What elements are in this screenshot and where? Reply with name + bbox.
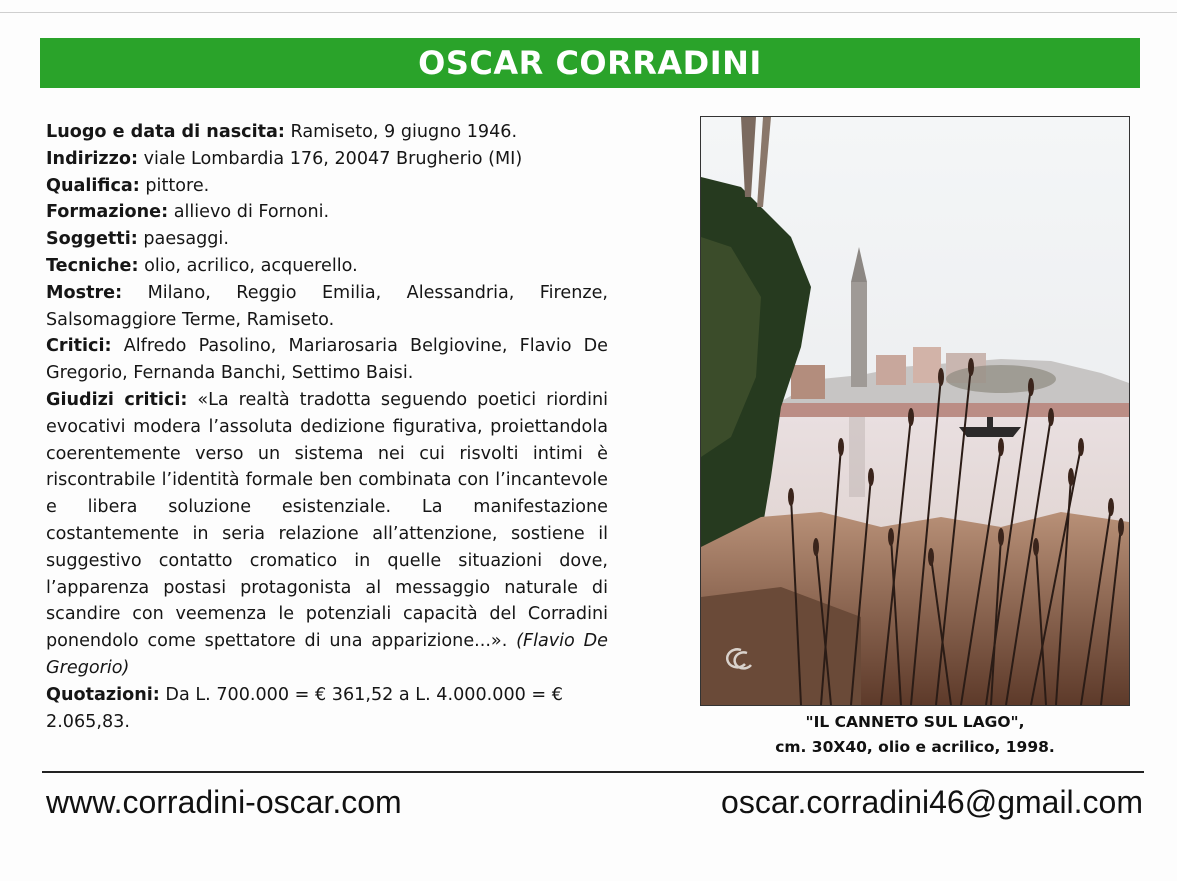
quotations-line	[46, 682, 608, 736]
judgments-text: «La realtà tradotta seguendo poetici riordini evocativi modera l’assoluta dedizione figurativa, proiettandola coerentemente verso un sistema nei cui risvolti intimi è riscontrabile l’identità formale ben combinata con l’incantevole e libera soluzione esistenziale. La manifestazione costantemente in seria relazione all’attenzione, sostiene il suggestivo contatto cromatico in quelle situazioni dove, l’apparenza postasi protagonista al messaggio naturale di scandire con veemenza le potenziali capacità del Corradini ponendolo come spettatore di una apparizione...».	[46, 389, 609, 652]
quotations-value: Da L. 700.000 = € 361,52 a L. 4.000.000 = € 2.065,83.	[46, 684, 563, 732]
exhibitions-label: Mostre:	[46, 282, 123, 303]
footer-divider	[42, 771, 1144, 773]
techniques-value: olio, acrilico, acquerello.	[138, 255, 358, 276]
training-value: allievo di Fornoni.	[168, 202, 330, 223]
qualification-value: pittore.	[139, 175, 210, 196]
top-edge-line	[0, 12, 1177, 13]
artist-name-title: OSCAR CORRADINI	[418, 44, 762, 82]
painting-details: cm. 30X40, olio e acrilico, 1998.	[775, 738, 1055, 756]
critics-line	[46, 333, 608, 387]
subjects-label: Soggetti:	[46, 229, 138, 250]
qualification-label: Qualifica:	[46, 175, 140, 196]
training-line	[46, 199, 608, 226]
address-label: Indirizzo:	[46, 148, 139, 169]
website-link[interactable]: www.corradini-oscar.com	[46, 784, 402, 820]
exhibitions-line	[46, 280, 608, 334]
training-label: Formazione:	[46, 202, 169, 223]
techniques-label: Tecniche:	[46, 255, 139, 276]
birth-value: Ramiseto, 9 giugno 1946.	[284, 122, 518, 142]
birth-line	[46, 119, 608, 146]
name-banner	[40, 38, 1140, 88]
critics-label: Critici:	[46, 336, 112, 357]
painting-title: "IL CANNETO SUL LAGO",	[805, 713, 1025, 731]
exhibitions-value: Milano, Reggio Emilia, Alessandria, Firenze, Salsomaggiore Terme, Ramiseto.	[46, 282, 608, 330]
critics-value: Alfredo Pasolino, Mariarosaria Belgiovine, Flavio De Gregorio, Fernanda Banchi, Settimo Baisi.	[46, 336, 608, 384]
judgments-paragraph	[46, 387, 608, 682]
address-line	[46, 146, 608, 173]
address-value: viale Lombardia 176, 20047 Brugherio (MI)	[138, 148, 523, 169]
artist-bio	[46, 119, 608, 735]
painting-image	[700, 116, 1130, 706]
judgments-citation: (Flavio De Gregorio)	[46, 631, 608, 678]
judgments-label: Giudizi critici:	[46, 389, 188, 410]
subjects-value: paesaggi.	[137, 229, 229, 250]
birth-label: Luogo e data di nascita:	[46, 122, 285, 142]
email-link[interactable]: oscar.corradini46@gmail.com	[721, 784, 1143, 820]
techniques-line	[46, 253, 608, 280]
lake-reeds-painting	[701, 117, 1129, 705]
painting-caption	[700, 710, 1130, 760]
subjects-line	[46, 226, 608, 253]
quotations-label: Quotazioni:	[46, 684, 160, 705]
qualification-line	[46, 173, 608, 200]
